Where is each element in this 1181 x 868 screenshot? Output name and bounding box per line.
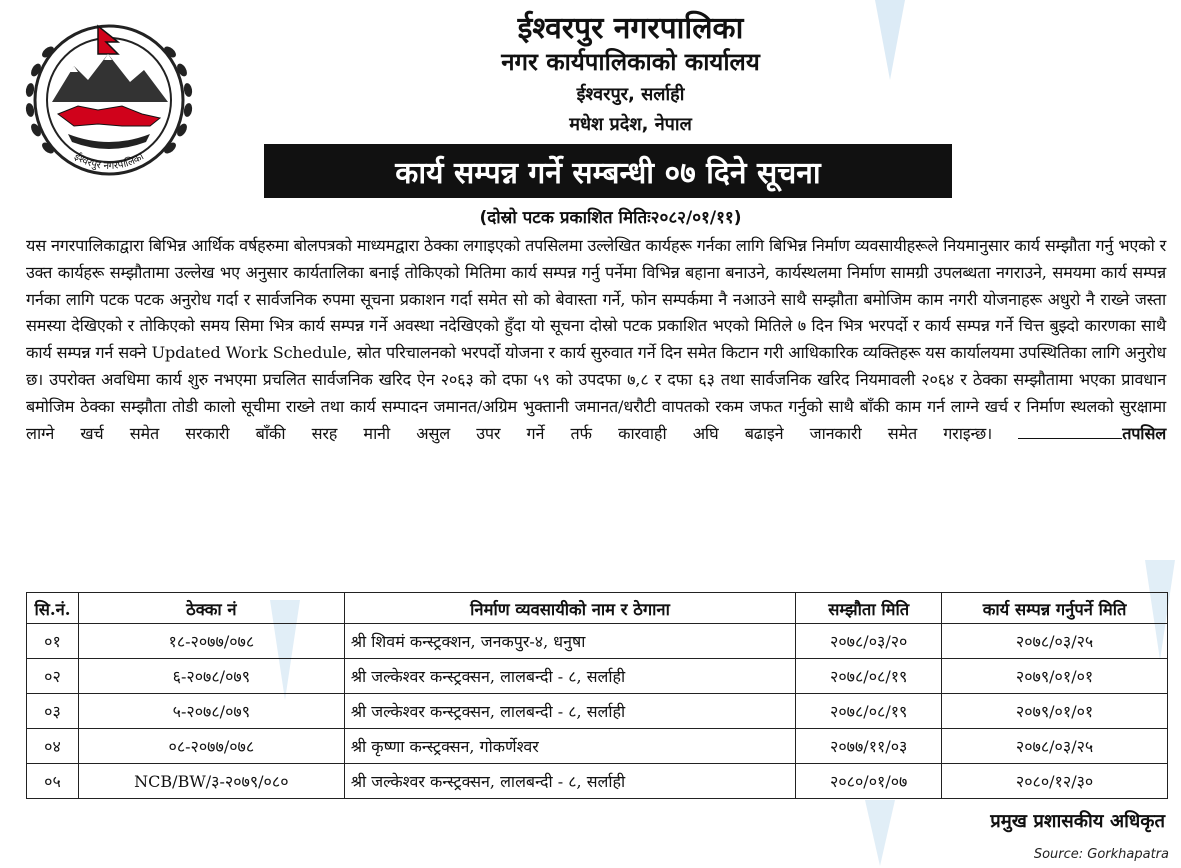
cell-sn: ०१ [27,624,79,659]
cell-contractor: श्री जल्केश्वर कन्स्ट्रक्सन, लालबन्दी - ८, सर्लाही [344,764,796,799]
notice-title: कार्य सम्पन्न गर्ने सम्बन्धी ०७ दिने सूचना [395,155,821,191]
cell-completion-date: २०७८/०३/२५ [942,624,1168,659]
cell-agreement-date: २०८०/०१/०७ [796,764,942,799]
table-header-row [27,593,1168,624]
address-line-1: ईश्वरपुर, सर्लाही [576,84,685,105]
cell-completion-date: २०७८/०३/२५ [942,729,1168,764]
org-name: ईश्वरपुर नगरपालिका [517,11,744,46]
source-credit: Source: Gorkhapatra [1033,847,1169,862]
cell-contractor: श्री शिवमं कन्स्ट्रक्शन, जनकपुर-४, धनुषा [344,624,796,659]
cell-sn: ०४ [27,729,79,764]
signatory: प्रमुख प्रशासकीय अधिकृत [990,811,1165,832]
cell-contract-no: NCB/BW/३-२०७९/०८० [78,764,344,799]
col-header-contract-no: ठेक्का नं [78,593,344,624]
cell-agreement-date: २०७८/०३/२० [796,624,942,659]
table-row [27,624,1168,659]
schedule-table [26,592,1168,799]
watermark-arrow-icon [860,800,900,868]
cell-completion-date: २०७९/०१/०१ [942,694,1168,729]
notice-title-banner [264,144,952,198]
cell-contract-no: ६-२०७८/०७९ [78,659,344,694]
cell-contractor: श्री कृष्णा कन्स्ट्रक्सन, गोकर्णेश्वर [344,729,796,764]
cell-contract-no: ०८-२०७७/०७८ [78,729,344,764]
publish-date: (दोस्रो पटक प्रकाशित मितिः२०८२/०१/११) [479,208,742,228]
cell-completion-date: २०८०/१२/३० [942,764,1168,799]
schedule-label: तपसिल [1122,423,1166,443]
address-line-2: मधेश प्रदेश, नेपाल [569,114,692,135]
cell-sn: ०५ [27,764,79,799]
table-row [27,764,1168,799]
notice-body-text: यस नगरपालिकाद्वारा बिभिन्न आर्थिक वर्षहरुमा बोलपत्रको माध्यमद्वारा ठेक्का लगाइएको तपसिलमा उल्लेखित कार्यहरू गर्नका लागि बिभिन्न निर्माण व्यवसायीहरूले नियमानुसार कार्य सम्झौता गर्नु भएको र उक्त कार्यहरू सम्झौतामा उल्लेख भए अनुसार कार्यतालिका बनाई तोकिएको मितिमा कार्य सम्पन्न गर्नु पर्नेमा विभिन्न बहाना बनाउने, कार्यस्थलमा निर्माण सामग्री उपलब्धता नगराउने, समयमा कार्य सम्पन्न गर्नका लागि पटक पटक अनुरोध गर्दा र सार्वजनिक रुपमा सूचना प्रकाशन गर्दा समेत सो को बेवास्ता गर्ने, फोन सम्पर्कमा नै नआउने साथै सम्झौता बमोजिम काम नगरी योजनाहरू अधुरो नै राख्ने जस्ता समस्या देखिएको र तोकिएको समय सिमा भित्र कार्य सम्पन्न गर्ने अवस्था नदेखिएको हुँदा यो सूचना दोस्रो पटक प्रकाशित भएको मितिले ७ दिन भित्र भरपर्दो र कार्य सम्पन्न गर्ने चित्त बुझ्दो कारणका साथै कार्य सम्पन्न गर्न सक्ने Updated Work Schedule, स्रोत परिचालनको भरपर्दो योजना र कार्य सुरुवात गर्ने दिन समेत किटान गरी आधिकारिक व्यक्तिहरू यस कार्यालयमा उपस्थितिका लागि अनुरोध छ। उपरोक्त अवधिमा कार्य शुरु नभएमा प्रचलित सार्वजनिक खरिद ऐन २०६३ को दफा ५९ को उपदफा ७,८ र दफा ६३ तथा सार्वजनिक खरिद नियमावली २०६४ र ठेक्का सम्झौतामा भएका प्रावधान बमोजिम ठेक्का सम्झौता तोडी कालो सूचीमा राख्ने तथा कार्य सम्पादन जमानत/अग्रिम भुक्तानी जमानत/धरौटी वापतको रकम जफत गर्नुको साथै बाँकी काम गर्न लाग्ने खर्च र निर्माण स्थलको सुरक्षामा लाग्ने खर्च समेत सरकारी बाँकी सरह मानी असुल उपर गर्ने तर्फ कारवाही अघि बढाइने जानकारी समेत गराइन्छ। [26,236,1166,443]
notice-body [26,233,1166,447]
table-row [27,694,1168,729]
cell-agreement-date: २०७८/०८/१९ [796,694,942,729]
col-header-contractor: निर्माण व्यवसायीको नाम र ठेगाना [344,593,796,624]
cell-agreement-date: २०७७/११/०३ [796,729,942,764]
cell-contract-no: १८-२०७७/०७८ [78,624,344,659]
cell-agreement-date: २०७८/०८/१९ [796,659,942,694]
table-row [27,729,1168,764]
cell-contract-no: ५-२०७८/०७९ [78,694,344,729]
cell-contractor: श्री जल्केश्वर कन्स्ट्रक्सन, लालबन्दी - ८, सर्लाही [344,694,796,729]
blank-line [1018,424,1122,439]
col-header-sn: सि.नं. [27,593,79,624]
cell-completion-date: २०७९/०१/०१ [942,659,1168,694]
col-header-agreement-date: सम्झौता मिति [796,593,942,624]
cell-contractor: श्री जल्केश्वर कन्स्ट्रक्सन, लालबन्दी - ८, सर्लाही [344,659,796,694]
cell-sn: ०२ [27,659,79,694]
table-row [27,659,1168,694]
col-header-completion-date: कार्य सम्पन्न गर्नुपर्ने मिति [942,593,1168,624]
emblem-ring-text: ईश्वरपुर नगरपालिका [72,151,146,173]
office-name: नगर कार्यपालिकाको कार्यालय [501,48,760,76]
cell-sn: ०३ [27,694,79,729]
